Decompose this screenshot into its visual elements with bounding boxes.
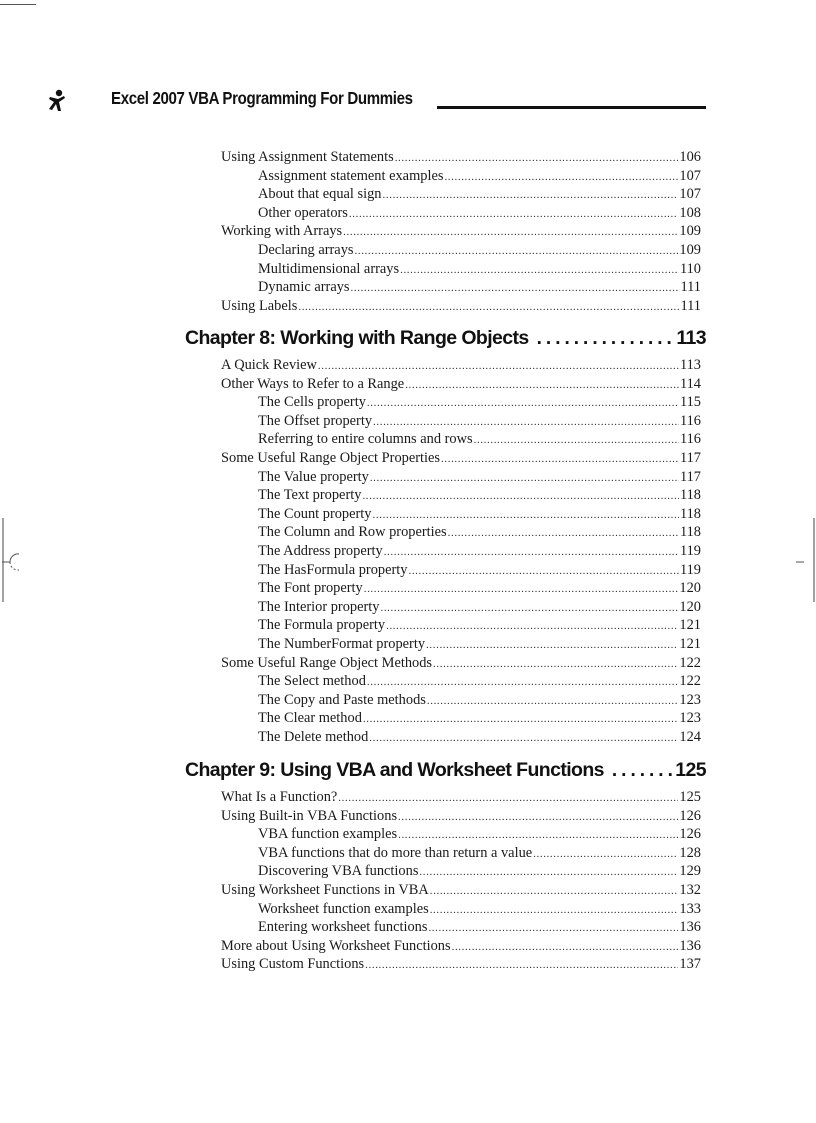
dot-leader [448,524,679,542]
toc-entry-title: The NumberFormat property [258,636,426,652]
registration-mark-right [796,518,816,602]
toc-entry [258,204,701,222]
toc-entry-page: 137 [679,956,701,973]
dot-leader [369,729,678,747]
dot-leader [441,450,679,468]
toc-entry [258,542,701,560]
dot-leader [373,413,679,431]
toc-entry-title: VBA functions that do more than return a value [258,844,533,861]
running-header-title: Excel 2007 VBA Programming For Dummies [111,88,413,108]
toc-entry-title: Declaring arrays [258,242,354,258]
toc-entry-title: Other operators [258,204,348,221]
toc-entry-page: 118 [679,524,701,541]
toc-entry-title: The Clear method [258,710,362,727]
chapter-8-heading [185,327,706,351]
dot-leader [430,901,679,919]
dot-leader [612,760,672,782]
toc-entry-title: The Font property [258,580,363,597]
toc-entry-page: 136 [679,937,701,954]
dot-leader [373,506,679,524]
toc-entry [258,635,701,653]
toc-entry [258,167,701,185]
toc-entry [221,449,701,467]
toc-entry-page: 122 [679,654,701,671]
dot-leader [318,357,679,375]
toc-entry-page: 119 [679,561,701,578]
dot-leader [384,543,679,561]
toc-entry-title: Using Custom Functions [221,956,365,973]
dot-leader [400,261,679,279]
toc-entry-page: 115 [679,394,701,411]
chapter-page-number: 125 [675,759,706,781]
toc-entry [258,468,701,486]
toc-entry-title: The Count property [258,505,372,522]
dot-leader [370,469,679,487]
dot-leader [355,242,679,260]
toc-entry-page: 116 [679,431,701,448]
dot-leader [365,956,678,974]
header-rule [437,106,706,109]
dot-leader [474,431,679,449]
dot-leader [349,205,678,223]
toc-entry-page: 109 [679,223,701,240]
toc-entry [258,598,701,616]
dot-leader [398,826,678,844]
toc-entry-title: The Address property [258,543,383,559]
toc-entry-page: 122 [679,673,701,690]
registration-mark-left [0,518,22,602]
toc-entry [258,691,701,709]
toc-entry-page: 123 [679,710,701,727]
chapter-9-heading [185,759,706,783]
toc-entry-page: 109 [679,242,701,258]
toc-entry [221,937,701,955]
dot-leader [362,487,679,505]
toc-entry-page: 133 [679,900,701,917]
toc-entry [258,241,701,259]
toc-entry-title: Multidimensional arrays [258,260,400,277]
toc-entry [258,844,701,862]
toc-entry [258,579,701,597]
toc-entry-page: 129 [679,863,701,880]
dot-leader [427,692,679,710]
toc-entry [258,260,701,278]
toc-entry [258,709,701,727]
dot-leader [444,168,678,186]
crop-mark-top [0,4,36,5]
dot-leader [364,580,679,598]
toc-entry-page: 113 [679,357,701,373]
toc-entry-title: The Select method [258,673,366,690]
dot-leader [343,223,678,241]
dot-leader [430,882,679,900]
dot-leader [351,279,680,297]
toc-entry-title: Referring to entire columns and rows [258,431,473,448]
toc-entry [221,375,701,393]
toc-entry-title: Using Built-in VBA Functions [221,807,398,824]
toc-entry-page: 107 [679,167,701,184]
toc-entry-title: Assignment statement examples [258,167,444,184]
dot-leader [428,919,678,937]
toc-entry-page: 132 [679,882,701,898]
toc-entry [221,148,701,166]
dot-leader [426,636,678,654]
toc-entry-title: The Formula property [258,617,386,634]
toc-entry-page: 126 [679,807,701,824]
dot-leader [363,710,679,728]
toc-entry-title: About that equal sign [258,186,382,203]
toc-entry-title: A Quick Review [221,357,317,373]
dot-leader [395,149,679,167]
toc-entry-title: The Text property [258,487,362,504]
toc-entry-title: Worksheet function examples [258,900,429,917]
toc-entry-title: VBA function examples [258,826,398,843]
toc-entry [258,412,701,430]
toc-entry [221,297,701,315]
toc-entry [258,486,701,504]
toc-entry-page: 116 [679,412,701,429]
dot-leader [367,673,679,691]
toc-entry [258,430,701,448]
dot-leader [408,562,678,580]
toc-entry-title: The Copy and Paste methods [258,691,426,708]
dot-leader [386,617,678,635]
toc-entry-page: 128 [679,844,701,861]
dot-leader [298,298,679,316]
toc-entry [258,278,701,296]
toc-entry-title: Using Worksheet Functions in VBA [221,882,429,898]
toc-entry [258,185,701,203]
toc-entry-page: 117 [679,468,701,485]
toc-entry-title: The Cells property [258,394,366,411]
toc-entry-title: Other Ways to Refer to a Range [221,375,405,392]
toc-entry [258,728,701,746]
toc-entry-page: 125 [679,789,701,805]
dummies-man-icon [46,89,68,113]
dot-leader [383,186,679,204]
toc-entry-page: 121 [679,636,701,652]
chapter-page-number: 113 [676,327,706,349]
toc-entry-page: 118 [679,487,701,504]
toc-entry [221,788,701,806]
toc-entry-title: Working with Arrays [221,223,343,240]
dot-leader [367,394,679,412]
toc-entry-page: 136 [679,919,701,936]
toc-entry-page: 108 [679,204,701,221]
toc-entry [258,561,701,579]
toc-entry-title: Discovering VBA functions [258,863,419,880]
toc-entry-page: 118 [679,505,701,522]
toc-entry-title: The HasFormula property [258,561,408,578]
chapter-title: Chapter 9: Using VBA and Worksheet Functions [185,759,604,781]
toc-entry [258,862,701,880]
toc-entry-title: The Interior property [258,598,380,615]
dot-leader [405,376,679,394]
toc-entry-page: 106 [679,149,701,165]
toc-entry [221,654,701,672]
toc-entry-title: Using Assignment Statements [221,149,394,165]
toc-entry-page: 120 [679,580,701,597]
toc-entry-title: Using Labels [221,297,298,314]
toc-entry-page: 114 [679,375,701,392]
toc-entry-page: 117 [679,450,701,466]
dot-leader [537,328,674,350]
toc-entry [258,505,701,523]
toc-entry [258,825,701,843]
dot-leader [433,655,678,673]
toc-entry-page: 126 [679,826,701,843]
toc-entry [221,222,701,240]
toc-entry-page: 123 [679,691,701,708]
toc-entry-title: Some Useful Range Object Properties [221,450,441,466]
toc-entry-title: The Delete method [258,729,369,745]
toc-entry-title: The Value property [258,468,369,485]
toc-entry-page: 120 [679,598,701,615]
toc-entry [258,523,701,541]
toc-entry [221,807,701,825]
toc-entry [258,672,701,690]
dot-leader [380,599,678,617]
toc-entry-title: The Offset property [258,412,373,429]
toc-entry [221,881,701,899]
dot-leader [338,789,678,807]
toc-entry-page: 119 [679,543,701,559]
toc-entry [258,900,701,918]
toc-entry [258,393,701,411]
dot-leader [419,863,678,881]
toc-entry-page: 111 [680,297,701,314]
toc-entry-page: 121 [679,617,701,634]
toc-entry-title: Dynamic arrays [258,279,350,296]
dot-leader [533,845,678,863]
toc-entry-page: 111 [680,279,701,296]
chapter-title: Chapter 8: Working with Range Objects [185,327,529,349]
dot-leader [452,938,679,956]
toc-entry-title: What Is a Function? [221,789,338,805]
toc-entry-title: Entering worksheet functions [258,919,428,936]
toc-entry-title: The Column and Row properties [258,524,447,541]
toc-entry-page: 110 [679,260,701,277]
toc-entry-page: 107 [679,186,701,203]
toc-entry [221,356,701,374]
toc-entry [258,616,701,634]
dot-leader [398,808,678,826]
toc-entry [221,955,701,973]
toc-entry-title: More about Using Worksheet Functions [221,937,451,954]
toc-entry-page: 124 [679,729,701,745]
toc-entry-title: Some Useful Range Object Methods [221,654,433,671]
toc-entry [258,918,701,936]
